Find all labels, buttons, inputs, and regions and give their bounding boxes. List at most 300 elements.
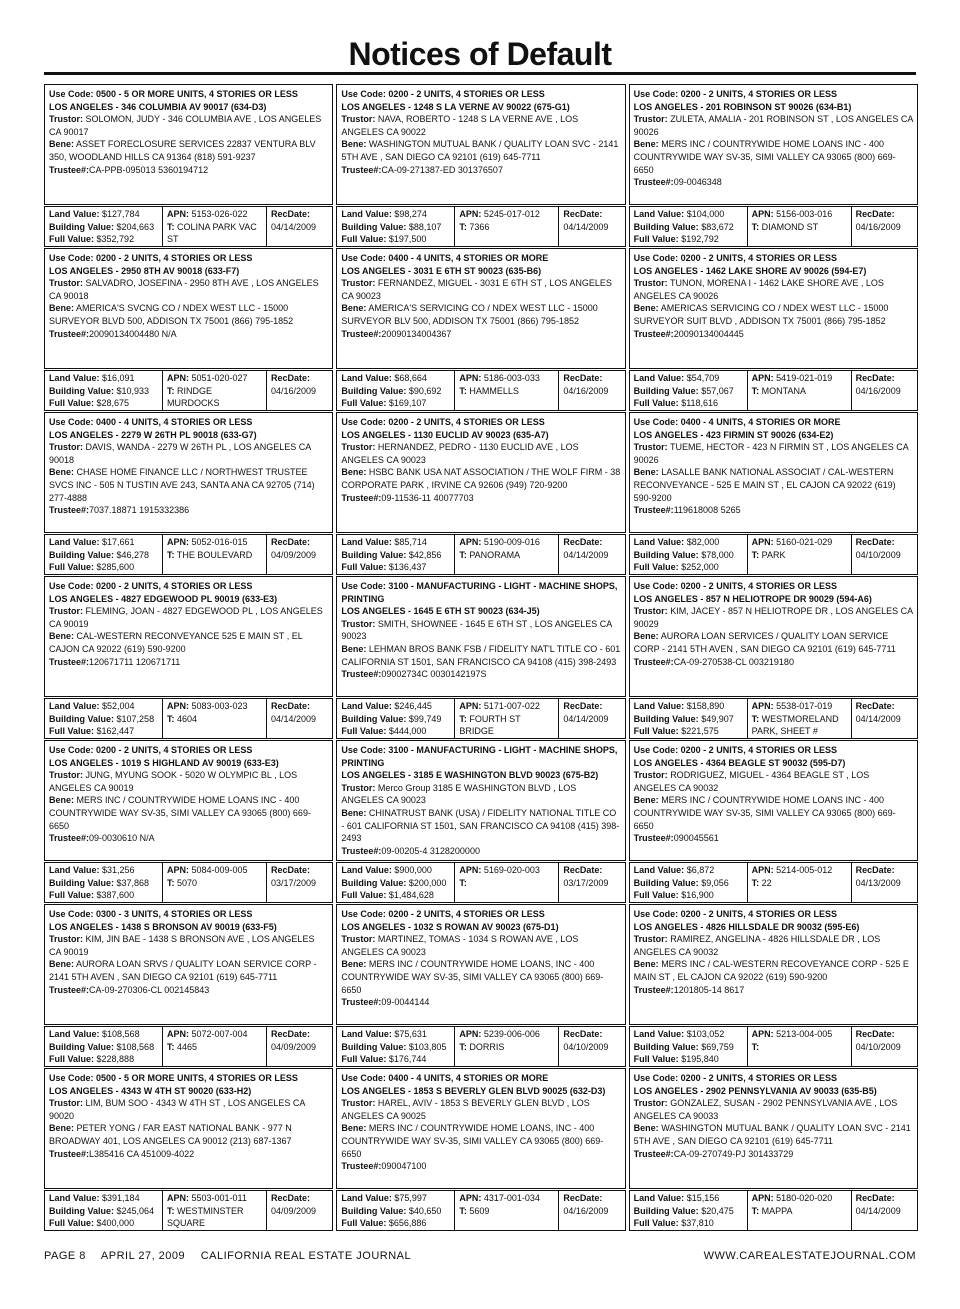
tract-line [459,221,554,234]
full-value: $444,000 [388,726,427,737]
trustor-line [634,441,913,466]
apn-column [748,699,852,738]
recdate-column [267,863,332,902]
bene-label: Bene: [633,467,659,478]
building-value: $78,000 [701,549,734,560]
property-location: LOS ANGELES - 3185 E WASHINGTON BLVD 90023 (675-B2) [341,770,599,781]
apn-label: APN: [751,865,774,875]
apn-line [752,700,847,713]
recdate-value: 04/14/2009 [563,221,609,232]
recdate-column [267,207,332,246]
values-column [630,699,748,738]
full-value-line [49,725,158,738]
building-value: $10,933 [116,385,150,396]
trustee-line [49,164,328,177]
recdate-value: 03/17/2009 [271,877,317,888]
trustee-label: Trustee#: [341,997,382,1008]
trustee-line [49,1148,328,1161]
footer-page-number: PAGE 8 [44,1250,86,1262]
trustee-value: CA-09-270538-CL 003219180 [673,656,794,667]
tract-label: T: [167,1205,175,1216]
full-value: $656,886 [388,1218,427,1229]
full-value-label: Full Value: [633,1054,679,1065]
land-value-line [49,208,158,221]
notice-values [629,206,918,247]
values-column [630,535,748,574]
building-value: $46,278 [116,549,150,560]
building-value-line [634,1205,743,1218]
land-value-line [341,1028,450,1041]
tract-value: MAPPA [761,1205,793,1216]
notice-row [44,84,918,248]
tract-value: 5070 [177,877,198,888]
land-value-line [634,1192,743,1205]
full-value-label: Full Value: [49,890,95,901]
land-value-line [341,1192,450,1205]
full-value-label: Full Value: [49,234,95,245]
trustee-value: CA-PPB-095013 5360194712 [89,164,209,175]
land-value: $75,997 [394,1193,427,1203]
tract-value: MONTANA [761,385,807,396]
apn-line [167,536,262,549]
use-code: Use Code: 0200 - 2 UNITS, 4 STORIES OR LESS [633,909,838,919]
trustee-label: Trustee#: [341,1161,382,1172]
notice-card [336,412,625,576]
land-value-line [341,864,450,877]
trustee-line [634,832,913,845]
recdate-label: RecDate: [271,1193,311,1203]
building-value: $103,805 [408,1041,447,1052]
tract-label: T: [459,549,467,560]
trustee-value: 119618008 5265 [673,505,741,516]
building-value-label: Building Value: [633,385,699,396]
tract-line [752,221,847,234]
trustor-line [341,277,620,302]
recdate-value: 04/10/2009 [855,1041,901,1052]
property-location: LOS ANGELES - 423 FIRMIN ST 90026 (634-E2) [633,429,834,440]
apn-value: 5214-005-012 [776,865,833,875]
recdate-value: 04/16/2009 [855,385,901,396]
apn-value: 5051-020-027 [191,373,248,383]
notice-card [44,84,333,248]
values-column [45,1027,163,1066]
notice-info [44,84,333,205]
apn-label: APN: [751,209,774,219]
notice-info [629,904,918,1025]
land-value-label: Land Value: [633,537,685,547]
notice-card [629,1068,918,1232]
apn-line [167,1192,262,1205]
recdate-label: RecDate: [563,1193,603,1203]
values-column [45,535,163,574]
tract-value: PANORAMA [469,549,521,560]
trustor-line [49,769,328,794]
notice-values [336,1026,625,1067]
tract-label: T: [751,877,760,888]
property-location: LOS ANGELES - 1438 S BRONSON AV 90019 (633-F5) [49,921,277,932]
land-value-label: Land Value: [49,701,100,711]
trustor-line [49,277,328,302]
trustee-label: Trustee#: [49,656,90,667]
trustor-line [341,1097,620,1122]
trustor-value: GONZALEZ, SUSAN - 2902 PENNSYLVANIA AVE , LOS ANGELES CA 90033 [633,1098,898,1121]
bene-value: AURORA LOAN SERVICES / QUALITY LOAN SERVICE CORP - 2141 5TH AVEN , SAN DIEGO CA 92101 (619) 645-7711 [633,631,896,654]
tract-value: DORRIS [469,1041,505,1052]
footer-date: APRIL 27, 2009 [100,1250,186,1262]
full-value-line [49,1053,158,1066]
recdate-label: RecDate: [563,537,603,547]
use-code: Use Code: 0400 - 4 UNITS, 4 STORIES OR MORE [341,253,549,263]
apn-column [455,1191,559,1230]
trustee-line [341,1160,620,1173]
trustor-value: RODRIGUEZ, MIGUEL - 4364 BEAGLE ST , LOS ANGELES CA 90032 [633,770,870,793]
apn-label: APN: [459,209,482,219]
building-value-line [49,1205,158,1218]
notice-info [44,1068,333,1189]
trustee-value: CA-09-270749-PJ 301433729 [673,1148,794,1159]
bene-line [49,794,328,832]
recdate-column [267,699,332,738]
recdate-value: 04/13/2009 [855,877,901,888]
building-value: $90,692 [408,385,442,396]
title-rule [44,72,916,75]
apn-column [748,535,852,574]
recdate-value: 04/14/2009 [563,713,609,724]
apn-column [163,699,267,738]
full-value-line [49,233,158,246]
building-value-line [341,385,450,398]
apn-label: APN: [459,865,482,875]
apn-column [455,863,559,902]
tract-line [167,385,262,410]
trustor-label: Trustor: [341,1098,376,1109]
trustee-value: L385416 CA 451009-4022 [89,1148,195,1159]
recdate-label: RecDate: [271,701,311,711]
recdate-label: RecDate: [271,865,311,875]
full-value-line [49,397,158,410]
bene-line [634,794,913,832]
apn-column [455,699,559,738]
tract-value: 7366 [469,221,490,232]
property-location: LOS ANGELES - 2950 8TH AV 90018 (633-F7) [49,265,240,276]
notice-card [336,740,625,904]
tract-line [752,1205,847,1218]
recdate-column [852,863,917,902]
notice-card [44,1068,333,1232]
apn-column [748,207,852,246]
full-value-line [634,889,743,902]
recdate-value: 04/16/2009 [563,1205,609,1216]
trustor-line [634,1097,913,1122]
trustee-value: 09-0030610 N/A [89,833,155,844]
full-value-label: Full Value: [341,890,387,901]
values-column [630,1027,748,1066]
use-code: Use Code: 0500 - 5 OR MORE UNITS, 4 STORIES OR LESS [49,1073,298,1083]
trustor-value: NAVA, ROBERTO - 1248 S LA VERNE AVE , LOS ANGELES CA 90022 [341,114,579,137]
land-value-line [49,1028,158,1041]
property-location: LOS ANGELES - 1462 LAKE SHORE AV 90026 (594-E7) [633,265,867,276]
recdate-column [559,371,624,410]
land-value: $246,445 [394,701,432,711]
recdate-column [559,1191,624,1230]
building-value: $40,650 [408,1205,442,1216]
notice-card [44,412,333,576]
recdate-label: RecDate: [271,1029,311,1039]
tract-label: T: [751,713,760,724]
building-value: $9,056 [701,877,729,888]
notice-values [629,862,918,903]
property-location: LOS ANGELES - 2279 W 26TH PL 90018 (633-G7) [49,429,257,440]
apn-column [163,1191,267,1230]
recdate-value: 04/16/2009 [271,385,317,396]
full-value: $162,447 [96,726,135,737]
trustee-value: 7037.18871 1915332386 [89,505,190,516]
trustee-label: Trustee#: [341,164,382,175]
building-value-label: Building Value: [633,877,699,888]
recdate-label: RecDate: [271,537,311,547]
notice-card [629,740,918,904]
tract-line [167,1041,262,1054]
use-code: Use Code: 0400 - 4 UNITS, 4 STORIES OR LESS [49,417,253,427]
apn-column [163,863,267,902]
apn-column [748,371,852,410]
apn-value: 5084-009-005 [191,865,248,875]
trustee-value: 09-11536-11 40077703 [381,492,474,503]
property-location: LOS ANGELES - 857 N HELIOTROPE DR 90029 (594-A6) [633,593,872,604]
building-value: $69,759 [701,1041,734,1052]
building-value-label: Building Value: [341,221,407,232]
trustee-label: Trustee#: [49,1148,90,1159]
building-value-line [634,877,743,890]
trustee-value: 09-0044144 [381,997,430,1008]
apn-label: APN: [167,537,189,547]
apn-value: 5190-009-016 [483,537,540,547]
tract-value: HAMMELLS [469,385,519,396]
full-value-line [341,725,450,738]
tract-value: COLINA PARK VAC ST [167,221,257,245]
apn-value: 5239-006-006 [483,1029,540,1039]
land-value-label: Land Value: [49,1193,100,1203]
apn-label: APN: [459,373,482,383]
trustor-label: Trustor: [49,934,84,945]
notice-values [44,206,333,247]
apn-line [459,536,554,549]
trustee-line [341,492,620,505]
trustor-line [634,933,913,958]
notice-card [44,576,333,740]
tract-value: FOURTH ST BRIDGE [459,713,521,737]
values-column [45,207,163,246]
values-column [337,207,455,246]
apn-value: 5186-003-033 [483,373,540,383]
property-location: LOS ANGELES - 201 ROBINSON ST 90026 (634-B1) [633,101,852,112]
recdate-value: 03/17/2009 [563,877,609,888]
values-column [630,863,748,902]
trustor-line [49,1097,328,1122]
trustor-line [341,933,620,958]
bene-value: MERS INC / COUNTRYWIDE HOME LOANS INC - 400 COUNTRYWIDE WAY SV-35, SIMI VALLEY CA 93065 (800) 669-6650 [49,795,311,831]
land-value-line [634,536,743,549]
tract-line [752,549,847,562]
land-value-line [634,864,743,877]
full-value-label: Full Value: [633,726,679,737]
notice-row [44,740,918,904]
apn-value: 5083-003-023 [191,701,248,711]
recdate-column [559,699,624,738]
building-value: $57,067 [701,385,734,396]
apn-column [163,371,267,410]
trustee-value: 20090134004445 [673,328,744,339]
tract-label: T: [459,385,467,396]
full-value-label: Full Value: [633,890,679,901]
trustor-value: TUEME, HECTOR - 423 N FIRMIN ST , LOS ANGELES CA 90026 [633,442,909,465]
tract-label: T: [459,221,467,232]
recdate-column [852,371,917,410]
bene-value: WASHINGTON MUTUAL BANK / QUALITY LOAN SVC - 2141 5TH AVE , SAN DIEGO CA 92101 (619) 645-7711 [633,1123,911,1146]
bene-value: AMERICAS SERVICING CO / NDEX WEST LLC - 15000 SURVEYOR SUIT BLVD , ADDISON TX 75001 (866) 795-1852 [633,303,889,326]
full-value-label: Full Value: [341,1054,387,1065]
full-value: $285,600 [96,562,135,573]
tract-line [459,877,554,890]
land-value-label: Land Value: [341,865,392,875]
trustor-label: Trustor: [49,442,84,453]
full-value: $176,744 [388,1054,427,1065]
notice-info [44,412,333,533]
trustee-line [341,668,620,681]
trustee-line [634,656,913,669]
apn-value: 5153-026-022 [191,209,248,219]
full-value-label: Full Value: [633,234,679,245]
trustee-value: 09-0046348 [673,177,722,188]
tract-line [459,549,554,562]
notices-grid [44,84,918,1232]
notice-info [629,576,918,697]
trustee-label: Trustee#: [49,164,90,175]
full-value-label: Full Value: [341,398,387,409]
trustor-line [341,113,620,138]
apn-column [748,863,852,902]
bene-line [49,958,328,983]
apn-value: 5052-016-015 [191,537,248,547]
use-code: Use Code: 0200 - 2 UNITS, 4 STORIES OR LESS [341,417,545,427]
notice-card [44,904,333,1068]
full-value-line [341,233,450,246]
trustor-value: ZULETA, AMALIA - 201 ROBINSON ST , LOS ANGELES CA 90026 [633,114,913,137]
bene-label: Bene: [341,959,367,970]
trustor-value: HAREL, AVIV - 1853 S BEVERLY GLEN BLVD , LOS ANGELES CA 90025 [341,1098,590,1121]
notice-values [44,370,333,411]
recdate-label: RecDate: [855,701,895,711]
trustee-line [341,845,620,858]
recdate-column [852,207,917,246]
apn-value: 5180-020-020 [776,1193,833,1203]
building-value-line [634,1041,743,1054]
tract-line [752,877,847,890]
notice-card [336,248,625,412]
notice-info [336,248,625,369]
notice-info [629,248,918,369]
notice-row [44,248,918,412]
bene-line [49,302,328,327]
recdate-label: RecDate: [563,865,603,875]
use-code: Use Code: 0200 - 2 UNITS, 4 STORIES OR LESS [341,909,545,919]
tract-label: T: [751,221,760,232]
trustee-value: CA-09-270306-CL 002145843 [89,984,210,995]
bene-value: CHASE HOME FINANCE LLC / NORTHWEST TRUSTEE SVCS INC - 505 N TUSTIN AVE 243, SANTA ANA CA 92705 (714) 277-4888 [49,467,315,503]
full-value: $37,810 [681,1218,714,1229]
apn-line [752,208,847,221]
trustor-value: FLEMING, JOAN - 4827 EDGEWOOD PL , LOS ANGELES CA 90019 [49,606,323,629]
tract-label: T: [751,1205,760,1216]
recdate-value: 04/10/2009 [563,1041,609,1052]
bene-value: MERS INC / COUNTRYWIDE HOME LOANS INC - 400 COUNTRYWIDE WAY SV-35, SIMI VALLEY CA 93065 (800) 669-6650 [633,139,896,175]
land-value-label: Land Value: [49,1029,100,1039]
bene-label: Bene: [49,1123,75,1134]
land-value: $85,714 [394,537,427,547]
building-value: $20,475 [701,1205,734,1216]
values-column [45,1191,163,1230]
recdate-column [267,535,332,574]
full-value: $221,575 [681,726,719,737]
building-value-line [49,713,158,726]
building-value-label: Building Value: [341,385,407,396]
building-value-label: Building Value: [633,221,699,232]
land-value: $103,052 [686,1029,725,1039]
full-value-line [634,561,743,574]
recdate-label: RecDate: [855,865,895,875]
land-value: $31,256 [102,865,135,875]
notice-values [336,862,625,903]
trustee-value: 09-00205-4 3128200000 [381,845,480,856]
bene-value: ASSET FORECLOSURE SERVICES 22837 VENTURA BLV 350, WOODLAND HILLS CA 91364 (818) 591-9237 [49,139,316,162]
notice-values [44,1026,333,1067]
bene-label: Bene: [341,303,367,314]
use-code: Use Code: 0200 - 2 UNITS, 4 STORIES OR LESS [49,745,253,755]
full-value-label: Full Value: [341,234,387,245]
bene-line [634,466,913,504]
full-value-line [341,397,450,410]
trustee-line [49,832,328,845]
building-value-label: Building Value: [49,221,115,232]
property-location: LOS ANGELES - 4826 HILLSDALE DR 90032 (595-E6) [633,921,860,932]
full-value-label: Full Value: [49,1054,95,1065]
building-value-line [341,549,450,562]
notice-values [629,1190,918,1231]
bene-line [49,138,328,163]
bene-value: MERS INC / CAL-WESTERN RECOVEYANCE CORP - 525 E MAIN ST , EL CAJON CA 92022 (619) 590-9200 [633,959,909,982]
use-code: Use Code: 0200 - 2 UNITS, 4 STORIES OR LESS [633,1073,838,1083]
trustee-label: Trustee#: [633,328,674,339]
bene-line [634,630,913,655]
full-value-label: Full Value: [633,1218,679,1229]
trustor-line [49,605,328,630]
trustor-value: FERNANDEZ, MIGUEL - 3031 E 6TH ST , LOS ANGELES CA 90023 [341,278,612,301]
notice-info [44,904,333,1025]
bene-line [49,466,328,504]
apn-line [752,372,847,385]
trustor-line [634,277,913,302]
trustor-label: Trustor: [633,934,668,945]
land-value-line [341,536,450,549]
trustee-value: 09002734C 0030142197S [381,669,487,680]
notice-values [44,698,333,739]
tract-label: T: [167,877,175,888]
notice-values [629,1026,918,1067]
recdate-label: RecDate: [271,209,311,219]
notice-card [336,576,625,740]
land-value: $127,784 [102,209,140,219]
building-value-label: Building Value: [341,1205,407,1216]
